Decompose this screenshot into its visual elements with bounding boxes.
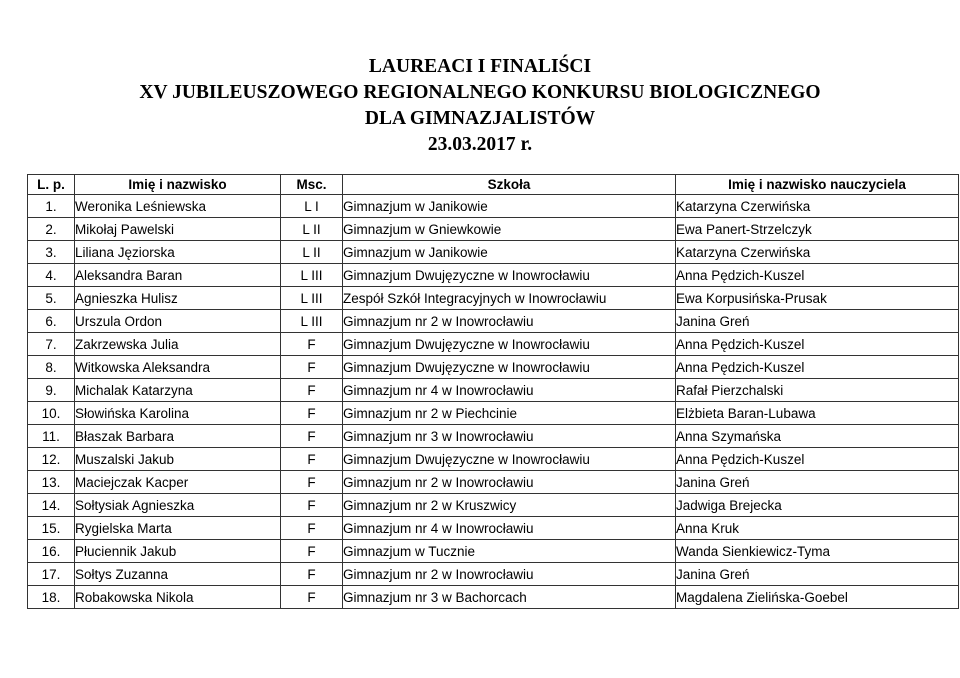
table-row <box>28 287 959 310</box>
row-number: 7. <box>28 333 75 356</box>
header-school: Szkoła <box>343 175 676 195</box>
school: Gimnazjum Dwujęzyczne w Inowrocławiu <box>343 448 676 471</box>
row-number: 18. <box>28 586 75 609</box>
place: F <box>281 356 343 379</box>
row-number: 14. <box>28 494 75 517</box>
school: Gimnazjum nr 2 w Inowrocławiu <box>343 310 676 333</box>
student-name: Błaszak Barbara <box>75 425 281 448</box>
school: Gimnazjum w Janikowie <box>343 195 676 218</box>
teacher-name: Anna Pędzich-Kuszel <box>676 333 959 356</box>
place: F <box>281 540 343 563</box>
place: F <box>281 517 343 540</box>
table-row <box>28 195 959 218</box>
table-row <box>28 586 959 609</box>
table-header-row <box>28 175 959 195</box>
place: L III <box>281 310 343 333</box>
teacher-name: Katarzyna Czerwińska <box>676 195 959 218</box>
row-number: 10. <box>28 402 75 425</box>
student-name: Agnieszka Hulisz <box>75 287 281 310</box>
place: F <box>281 402 343 425</box>
school: Gimnazjum Dwujęzyczne w Inowrocławiu <box>343 356 676 379</box>
student-name: Rygielska Marta <box>75 517 281 540</box>
teacher-name: Elżbieta Baran-Lubawa <box>676 402 959 425</box>
row-number: 9. <box>28 379 75 402</box>
title-line-3: DLA GIMNAZJALISTÓW <box>364 108 596 129</box>
table-row <box>28 563 959 586</box>
teacher-name: Janina Greń <box>676 471 959 494</box>
teacher-name: Anna Szymańska <box>676 425 959 448</box>
row-number: 5. <box>28 287 75 310</box>
header-place: Msc. <box>281 175 343 195</box>
student-name: Muszalski Jakub <box>75 448 281 471</box>
school: Gimnazjum nr 2 w Inowrocławiu <box>343 563 676 586</box>
student-name: Mikołaj Pawelski <box>75 218 281 241</box>
row-number: 16. <box>28 540 75 563</box>
table-body <box>28 195 959 609</box>
header-name: Imię i nazwisko <box>75 175 281 195</box>
teacher-name: Wanda Sienkiewicz-Tyma <box>676 540 959 563</box>
table-row <box>28 448 959 471</box>
school: Gimnazjum nr 2 w Piechcinie <box>343 402 676 425</box>
document-title <box>0 54 960 158</box>
table-row <box>28 218 959 241</box>
school: Gimnazjum w Janikowie <box>343 241 676 264</box>
place: F <box>281 448 343 471</box>
school: Gimnazjum w Gniewkowie <box>343 218 676 241</box>
teacher-name: Anna Kruk <box>676 517 959 540</box>
student-name: Zakrzewska Julia <box>75 333 281 356</box>
table-row <box>28 379 959 402</box>
place: L III <box>281 264 343 287</box>
table-row <box>28 310 959 333</box>
place: F <box>281 563 343 586</box>
row-number: 15. <box>28 517 75 540</box>
row-number: 11. <box>28 425 75 448</box>
place: F <box>281 333 343 356</box>
teacher-name: Rafał Pierzchalski <box>676 379 959 402</box>
teacher-name: Anna Pędzich-Kuszel <box>676 264 959 287</box>
table-row <box>28 264 959 287</box>
table-row <box>28 494 959 517</box>
teacher-name: Janina Greń <box>676 563 959 586</box>
school: Gimnazjum nr 2 w Kruszwicy <box>343 494 676 517</box>
place: F <box>281 379 343 402</box>
table-row <box>28 425 959 448</box>
table-row <box>28 356 959 379</box>
place: F <box>281 471 343 494</box>
table-row <box>28 471 959 494</box>
place: L II <box>281 218 343 241</box>
school: Zespół Szkół Integracyjnych w Inowrocławiu <box>343 287 676 310</box>
school: Gimnazjum w Tucznie <box>343 540 676 563</box>
school: Gimnazjum Dwujęzyczne w Inowrocławiu <box>343 264 676 287</box>
row-number: 4. <box>28 264 75 287</box>
row-number: 8. <box>28 356 75 379</box>
row-number: 13. <box>28 471 75 494</box>
school: Gimnazjum nr 4 w Inowrocławiu <box>343 517 676 540</box>
school: Gimnazjum Dwujęzyczne w Inowrocławiu <box>343 333 676 356</box>
teacher-name: Ewa Panert-Strzelczyk <box>676 218 959 241</box>
student-name: Sołtysiak Agnieszka <box>75 494 281 517</box>
student-name: Urszula Ordon <box>75 310 281 333</box>
row-number: 2. <box>28 218 75 241</box>
header-teacher: Imię i nazwisko nauczyciela <box>676 175 959 195</box>
table-row <box>28 241 959 264</box>
row-number: 1. <box>28 195 75 218</box>
teacher-name: Anna Pędzich-Kuszel <box>676 448 959 471</box>
place: F <box>281 425 343 448</box>
student-name: Sołtys Zuzanna <box>75 563 281 586</box>
school: Gimnazjum nr 3 w Inowrocławiu <box>343 425 676 448</box>
row-number: 17. <box>28 563 75 586</box>
school: Gimnazjum nr 2 w Inowrocławiu <box>343 471 676 494</box>
student-name: Aleksandra Baran <box>75 264 281 287</box>
student-name: Michalak Katarzyna <box>75 379 281 402</box>
table-row <box>28 333 959 356</box>
place: F <box>281 586 343 609</box>
school: Gimnazjum nr 4 w Inowrocławiu <box>343 379 676 402</box>
table-row <box>28 517 959 540</box>
teacher-name: Ewa Korpusińska-Prusak <box>676 287 959 310</box>
title-date: 23.03.2017 r. <box>427 134 533 155</box>
table-row <box>28 540 959 563</box>
student-name: Witkowska Aleksandra <box>75 356 281 379</box>
row-number: 12. <box>28 448 75 471</box>
results-table <box>27 174 959 609</box>
teacher-name: Jadwiga Brejecka <box>676 494 959 517</box>
teacher-name: Anna Pędzich-Kuszel <box>676 356 959 379</box>
place: L III <box>281 287 343 310</box>
student-name: Robakowska Nikola <box>75 586 281 609</box>
school: Gimnazjum nr 3 w Bachorcach <box>343 586 676 609</box>
student-name: Liliana Jęziorska <box>75 241 281 264</box>
place: L I <box>281 195 343 218</box>
place: L II <box>281 241 343 264</box>
header-lp: L. p. <box>28 175 75 195</box>
teacher-name: Katarzyna Czerwińska <box>676 241 959 264</box>
place: F <box>281 494 343 517</box>
student-name: Płuciennik Jakub <box>75 540 281 563</box>
row-number: 6. <box>28 310 75 333</box>
student-name: Słowińska Karolina <box>75 402 281 425</box>
title-line-2: XV JUBILEUSZOWEGO REGIONALNEGO KONKURSU BIOLOGICZNEGO <box>139 82 821 103</box>
teacher-name: Janina Greń <box>676 310 959 333</box>
row-number: 3. <box>28 241 75 264</box>
student-name: Weronika Leśniewska <box>75 195 281 218</box>
teacher-name: Magdalena Zielińska-Goebel <box>676 586 959 609</box>
student-name: Maciejczak Kacper <box>75 471 281 494</box>
table-row <box>28 402 959 425</box>
title-line-1: LAUREACI I FINALIŚCI <box>368 56 592 77</box>
